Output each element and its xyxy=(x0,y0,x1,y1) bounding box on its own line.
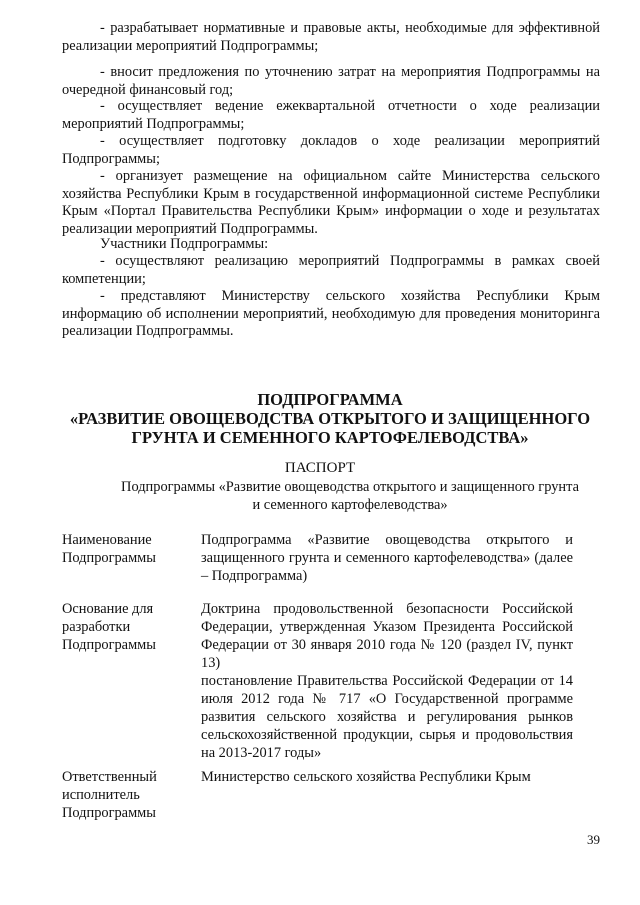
passport-title: ПАСПОРТ xyxy=(284,460,356,476)
passport-row-value: Подпрограмма «Развитие овощеводства открытого и защищенного грунта и семенного картофелеводства» (далее – Подпрограмма) xyxy=(201,532,573,584)
subprogram-heading-line3: ГРУНТА И СЕМЕННОГО КАРТОФЕЛЕВОДСТВА» xyxy=(131,428,529,447)
passport-row-label: Основание для разработки Подпрограммы xyxy=(62,601,156,653)
subprogram-heading-line1: ПОДПРОГРАММА xyxy=(257,390,403,409)
paragraph-website-publication: - организует размещение на официальном сайте Министерства сельского хозяйства Республики Крым в государственной информационной системе Республики Крым «Портал Правительства Республики Крым» информации о ходе и результатах реализации мероприятий Подпрограммы. xyxy=(62,168,600,237)
subprogram-heading-line2: «РАЗВИТИЕ ОВОЩЕВОДСТВА ОТКРЫТОГО И ЗАЩИЩЕННОГО xyxy=(69,409,591,428)
passport-row-label: Наименование Подпрограммы xyxy=(62,532,156,566)
page-number: 39 xyxy=(587,832,600,847)
paragraph-participants-heading: Участники Подпрограммы: xyxy=(100,236,269,252)
paragraph-cost-proposals: - вносит предложения по уточнению затрат на мероприятия Подпрограммы на очередной финансовый год; xyxy=(62,64,600,98)
paragraph-participants-information: - представляют Министерству сельского хозяйства Республики Крым информацию об исполнении мероприятий, необходимую для проведения мониторинга реализации Подпрограммы. xyxy=(62,288,600,340)
passport-subtitle-line2: и семенного картофелеводства» xyxy=(252,497,448,513)
passport-row-value-resolution: постановление Правительства Российской Федерации от 14 июля 2012 года № 717 «О Государственной программе развития сельского хозяйства и регулирования рынков сельскохозяйственной продукции, сырья и продовольствия на 2013-2017 годы» xyxy=(201,673,573,761)
passport-row-label: Ответственный исполнитель Подпрограммы xyxy=(62,769,157,821)
paragraph-reports-preparation: - осуществляет подготовку докладов о ходе реализации мероприятий Подпрограммы; xyxy=(62,133,600,167)
paragraph-normative-acts: - разрабатывает нормативные и правовые акты, необходимые для эффективной реализации мероприятий Подпрограммы; xyxy=(62,20,600,54)
passport-subtitle-line1: Подпрограммы «Развитие овощеводства открытого и защищенного грунта xyxy=(121,479,579,495)
passport-row-value: Министерство сельского хозяйства Республики Крым xyxy=(201,769,531,785)
paragraph-participants-implementation: - осуществляют реализацию мероприятий Подпрограммы в рамках своей компетенции; xyxy=(62,253,600,287)
passport-row-value-doctrine: Доктрина продовольственной безопасности Российской Федерации, утвержденная Указом Президента Российской Федерации от 30 января 2010 года № 120 (раздел IV, пункт 13) xyxy=(201,601,573,671)
paragraph-quarterly-reporting: - осуществляет ведение ежеквартальной отчетности о ходе реализации мероприятий Подпрограммы; xyxy=(62,98,600,132)
